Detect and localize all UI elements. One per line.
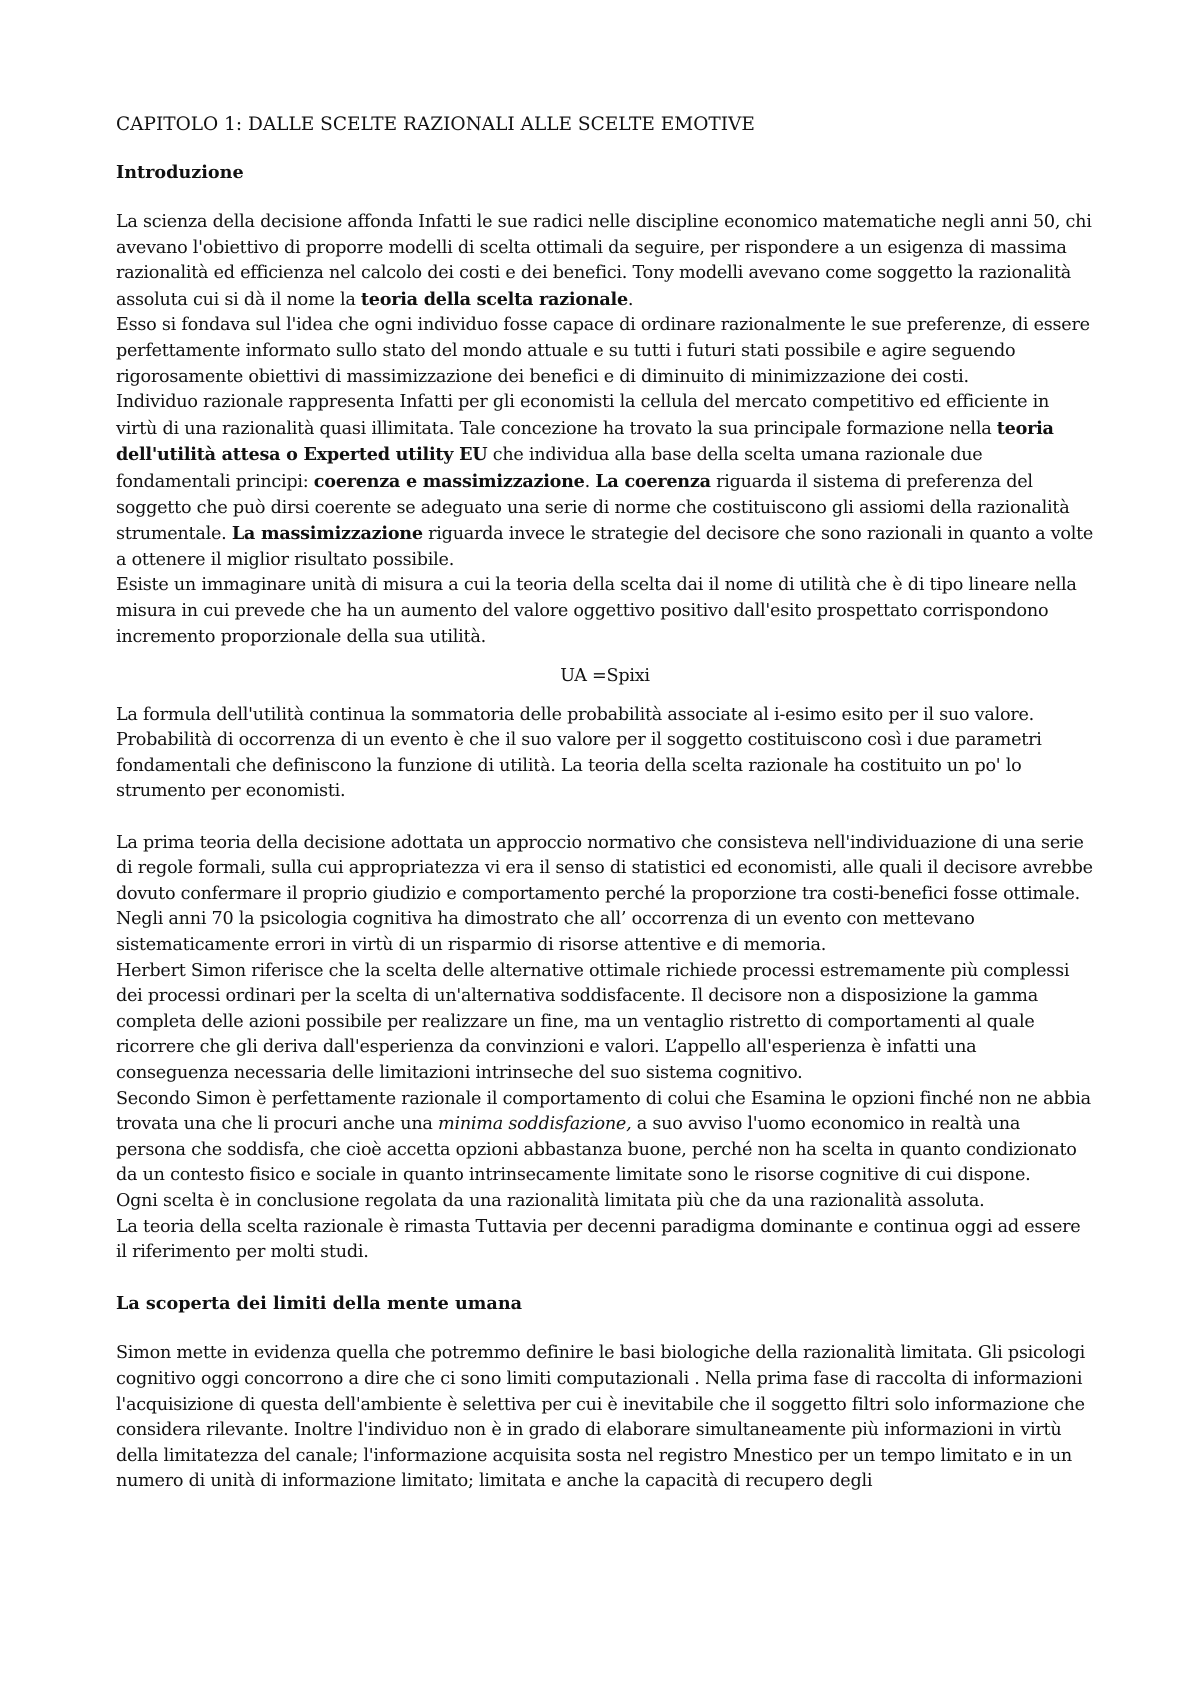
paragraph: La teoria della scelta razionale è rimasta Tuttavia per decenni paradigma dominante e continua oggi ad essere il riferimento per molti studi. — [116, 1216, 1081, 1263]
paragraph-text: che individua alla base della scelta umana razionale due fondamentali principi: — [116, 445, 983, 492]
paragraph: La prima teoria della decisione adottata un approccio normativo che consisteva nell'individuazione di una serie di regole formali, sulla cui appropriatezza vi era il senso di statistici ed economisti, alle quali il decisore avrebbe dovuto confermare il proprio giudizio e comportamento perché la proporzione tra costi-benefici fosse ottimale. — [116, 832, 1093, 904]
paragraph-spacer — [116, 1266, 1094, 1292]
italic-term: minima soddisfazione, — [438, 1114, 632, 1135]
bold-term: coerenza e massimizzazione — [313, 470, 585, 492]
paragraph: Herbert Simon riferisce che la scelta delle alternative ottimale richiede processi estremamente più complessi dei processi ordinari per la scelta di un'alternativa soddisfacente. Il decisore non a disposizione la gamma completa delle azioni possibile per realizzare un fine, ma un ventaglio ristretto di comportamenti al quale ricorrere che gli deriva dall'esperienza da convinzioni e valori. L’appello all'esperienza è infatti una conseguenza necessaria delle limitazioni intrinseche del suo sistema cognitivo. — [116, 960, 1070, 1083]
paragraph-text: riguarda il sistema di preferenza del soggetto che può dirsi coerente se adeguato una serie di norme che costituiscono gli assiomi della razionalità strumentale. — [116, 471, 1070, 545]
paragraph-text: . — [627, 289, 634, 310]
paragraph-text: riguarda invece le strategie del decisore che sono razionali in quanto a volte a ottenere il miglior risultato possibile. — [116, 524, 1094, 570]
paragraph: Ogni scelta è in conclusione regolata da una razionalità limitata più che da una razionalità assoluta. — [116, 1190, 985, 1211]
paragraph: Simon mette in evidenza quella che potremmo definire le basi biologiche della razionalità limitata. Gli psicologi cognitivo oggi concorrono a dire che ci sono limiti computazionali . Nella prima fase di raccolta di informazioni l'acquisizione di questa dell'ambiente è selettiva per cui è inevitabile che il soggetto filtri solo informazione che considera rilevante. Inoltre l'individuo non è in grado di elaborare simultaneamente più informazioni in virtù della limitatezza del canale; l'informazione acquisita sosta nel registro Mnestico per un tempo limitato e in un numero di unità di informazione limitato; limitata e anche la capacità di recupero degli — [116, 1343, 1086, 1492]
bold-term: teoria dell'utilità attesa o Experted utility EU — [116, 417, 1054, 466]
paragraph-spacer — [116, 805, 1094, 831]
paragraph-text: La scienza della decisione affonda Infatti le sue radici nelle discipline economico matematiche negli anni 50, chi avevano l'obiettivo di proporre modelli di scelta ottimali da seguire, per rispondere a un esigenza di massima razionalità ed efficienza nel calcolo dei costi e dei benefici. Tony modelli avevano come soggetto la razionalità assoluta cui si dà il nome la — [116, 212, 1092, 310]
paragraph — [116, 390, 1094, 573]
paragraph — [116, 1087, 1094, 1189]
section-title-introduzione: Introduzione — [116, 162, 244, 183]
paragraph-text: Individuo razionale rappresenta Infatti per gli economisti la cellula del mercato competitivo ed efficiente in virtù di una razionalità quasi illimitata. Tale concezione ha trovato la sua principale formazione nella — [116, 392, 1050, 439]
paragraph: La formula dell'utilità continua la sommatoria delle probabilità associate al i-esimo esito per il suo valore. Probabilità di occorrenza di un evento è che il suo valore per il soggetto costituiscono così i due parametri fondamentali che definiscono la funzione di utilità. La teoria della scelta razionale ha costituito un po' lo strumento per economisti. — [116, 704, 1042, 802]
bold-term: teoria della scelta razionale — [360, 288, 628, 310]
section-title-limiti: La scoperta dei limiti della mente umana — [116, 1293, 523, 1315]
paragraph — [116, 210, 1094, 313]
paragraph: Esiste un immaginare unità di misura a cui la teoria della scelta dai il nome di utilità che è di tipo lineare nella misura in cui prevede che ha un aumento del valore oggettivo positivo dall'esito prospettato corrispondono incremento proporzionale della sua utilità. — [116, 575, 1077, 647]
formula: UA =Spixi — [560, 666, 650, 687]
paragraph: Esso si fondava sul l'idea che ogni individuo fosse capace di ordinare razionalmente le sue preferenze, di essere perfettamente informato sullo stato del mondo attuale e su tutti i futuri stati possibile e agire seguendo rigorosamente obiettivi di massimizzazione dei benefici e di diminuito di minimizzazione dei costi. — [116, 315, 1090, 387]
chapter-title: CAPITOLO 1: DALLE SCELTE RAZIONALI ALLE SCELTE EMOTIVE — [116, 114, 755, 135]
paragraph-text: . — [584, 471, 596, 492]
paragraph-text: a suo avviso l'uomo economico in realtà una persona che soddisfa, che cioè accetta opzioni abbastanza buone, perché non ha scelta in quanto condizionato da un contesto fisico e sociale in quanto intrinsecamente limitate sono le risorse cognitive di cui dispone. — [116, 1114, 1077, 1186]
bold-term: La massimizzazione — [231, 523, 423, 545]
paragraph-text: Secondo Simon è perfettamente razionale il comportamento di colui che Esamina le opzioni finché non ne abbia trovata una che li procuri anche una — [116, 1088, 1091, 1135]
paragraph: Negli anni 70 la psicologia cognitiva ha dimostrato che all’ occorrenza di un evento con mettevano sistematicamente errori in virtù di un risparmio di risorse attentive e di memoria. — [116, 909, 975, 956]
bold-term: La coerenza — [595, 470, 711, 492]
